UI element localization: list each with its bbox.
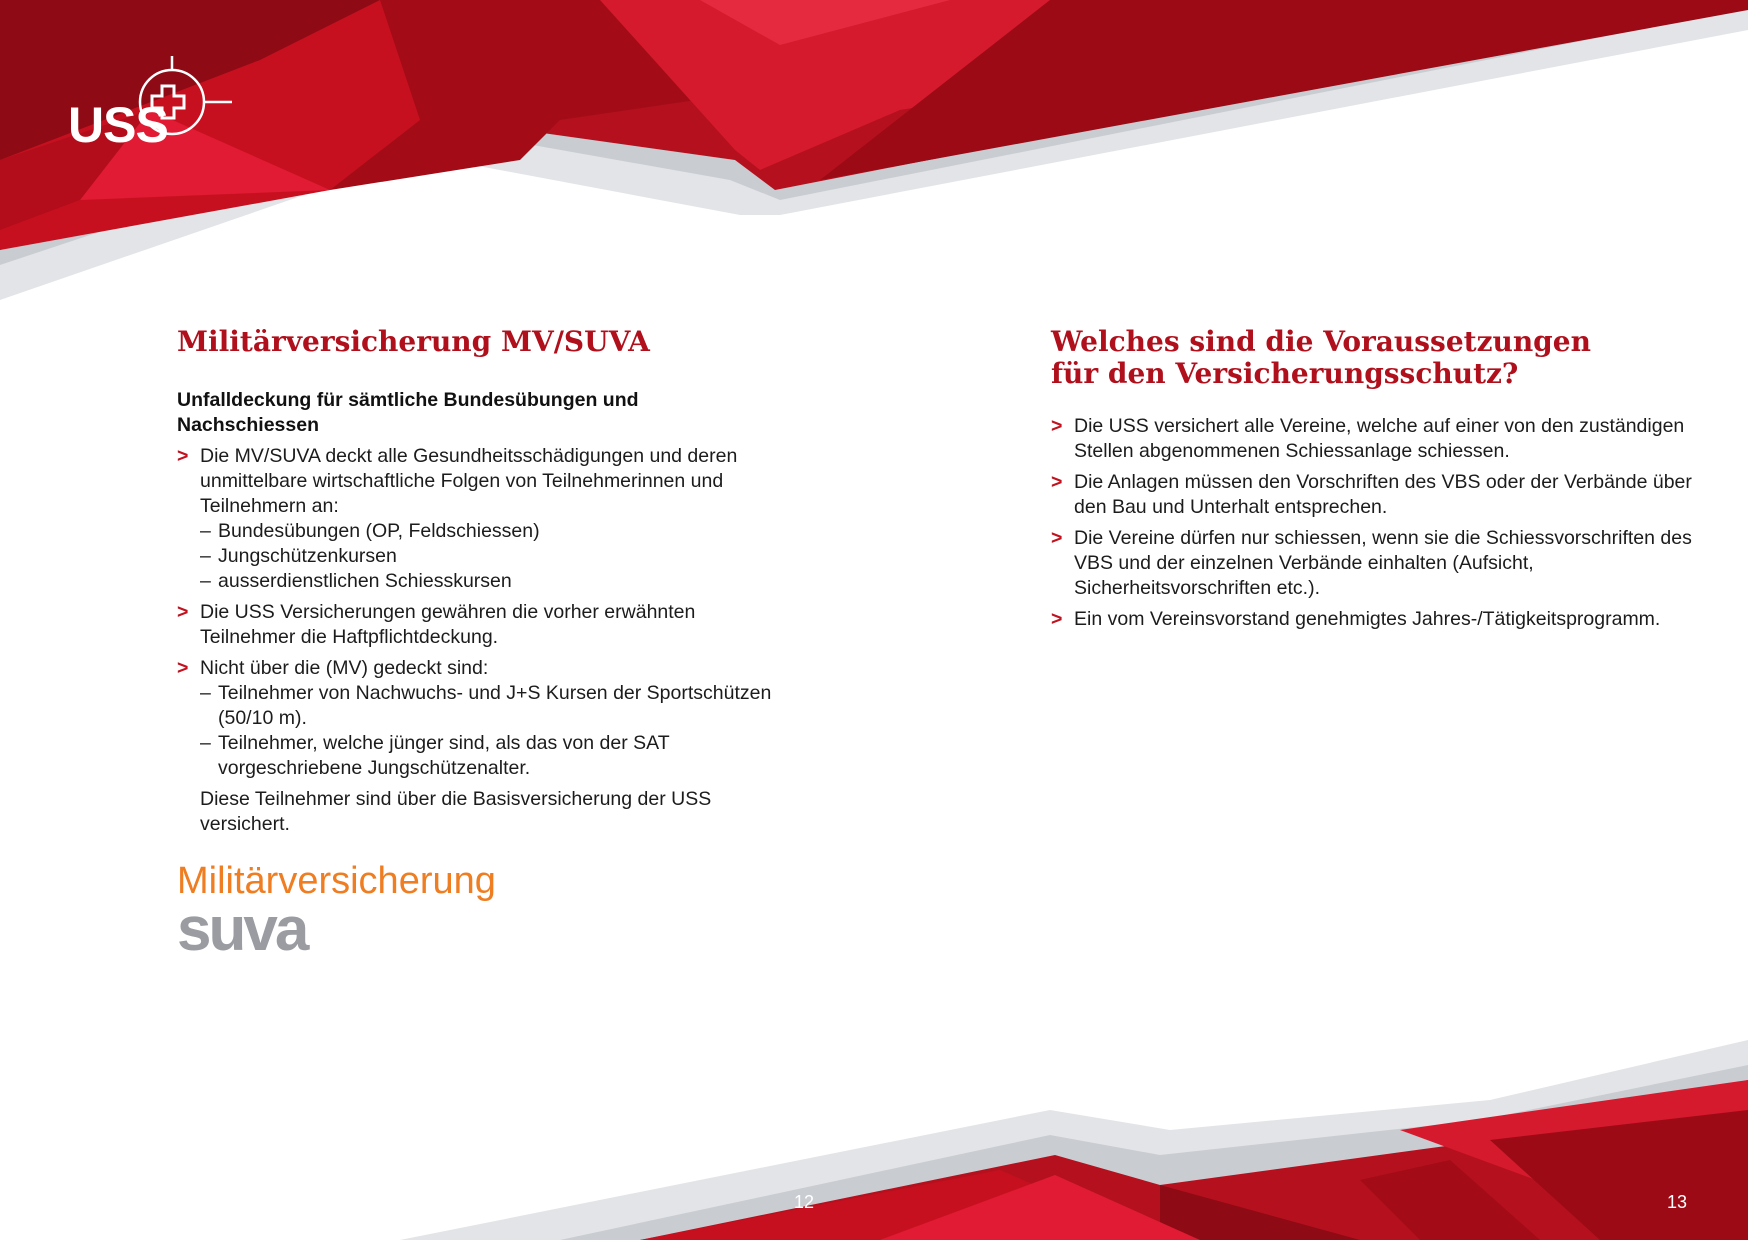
left-bullet-list	[177, 444, 777, 781]
bullet-marker: >	[1051, 608, 1063, 630]
bullet-text: Nicht über die (MV) gedeckt sind:	[200, 657, 489, 679]
left-section-title: Militärversicherung MV/SUVA	[177, 325, 650, 358]
bullet-text: Die USS Versicherungen gewähren die vorher erwähnten Teilnehmer die Haftpflichtdeckung.	[200, 601, 696, 648]
dash-marker: –	[200, 682, 211, 704]
bullet-marker: >	[177, 445, 189, 467]
bullet-text: Ein vom Vereinsvorstand genehmigtes Jahres-/Tätigkeitsprogramm.	[1074, 608, 1661, 630]
right-section-title	[1051, 326, 1711, 390]
list-item	[177, 444, 777, 594]
bullet-marker: >	[1051, 471, 1063, 493]
sub-list	[200, 681, 777, 781]
sub-item-text: ausserdienstlichen Schiesskursen	[218, 570, 512, 592]
dash-marker: –	[200, 545, 211, 567]
bullet-marker: >	[1051, 527, 1063, 549]
dash-marker: –	[200, 570, 211, 592]
uss-logo	[68, 56, 238, 156]
suva-logo-text: suva	[177, 895, 307, 964]
right-title-line-2: für den Versicherungsschutz?	[1051, 357, 1519, 390]
list-item	[177, 656, 777, 781]
sub-list-item	[200, 569, 777, 594]
militaerversicherung-logo-text: Militärversicherung	[177, 860, 496, 902]
list-item	[177, 600, 777, 650]
list-item	[1051, 414, 1711, 464]
bullet-text: Die MV/SUVA deckt alle Gesundheitsschädigungen und deren unmittelbare wirtschaftliche Folgen von Teilnehmerinnen und Teilnehmern an:	[200, 445, 738, 517]
bullet-text: Die Vereine dürfen nur schiessen, wenn sie die Schiessvorschriften des VBS und der einzelnen Verbände einhalten (Aufsicht, Sicherheitsvorschriften etc.).	[1074, 527, 1692, 599]
bottom-red-banner	[0, 1010, 1748, 1240]
dash-marker: –	[200, 732, 211, 754]
top-red-banner	[0, 0, 1748, 310]
dash-marker: –	[200, 520, 211, 542]
bullet-marker: >	[177, 601, 189, 623]
right-title-line-1: Welches sind die Voraussetzungen	[1051, 325, 1591, 358]
coverage-note: Diese Teilnehmer sind über die Basisversicherung der USS versichert.	[200, 788, 712, 835]
list-item	[1051, 607, 1711, 632]
bullet-marker: >	[177, 657, 189, 679]
sub-list-item	[200, 731, 777, 781]
sub-list-item	[200, 681, 777, 731]
list-item	[1051, 526, 1711, 601]
bullet-text: Die USS versichert alle Vereine, welche auf einer von den zuständigen Stellen abgenommenen Schiessanlage schiessen.	[1074, 415, 1685, 462]
sub-list	[200, 519, 777, 594]
right-bullet-list	[1051, 414, 1711, 632]
left-page-content	[177, 326, 777, 837]
sub-item-text: Teilnehmer, welche jünger sind, als das von der SAT vorgeschriebene Jungschützenalter.	[218, 732, 670, 779]
bullet-marker: >	[1051, 415, 1063, 437]
bullet-text: Die Anlagen müssen den Vorschriften des VBS oder der Verbände über den Bau und Unterhalt entsprechen.	[1074, 471, 1692, 518]
sub-list-item	[200, 519, 777, 544]
right-page-content	[1051, 326, 1711, 638]
left-subtitle: Unfalldeckung für sämtliche Bundesübungen und Nachschiessen	[177, 389, 639, 436]
page-number-right: 13	[1667, 1192, 1688, 1212]
sub-list-item	[200, 544, 777, 569]
sub-item-text: Teilnehmer von Nachwuchs- und J+S Kursen der Sportschützen (50/10 m).	[218, 682, 772, 729]
sub-item-text: Jungschützenkursen	[218, 545, 397, 567]
page-number-left: 12	[794, 1192, 815, 1212]
list-item	[1051, 470, 1711, 520]
sub-item-text: Bundesübungen (OP, Feldschiessen)	[218, 520, 540, 542]
uss-logo-text: USS	[68, 97, 168, 153]
militaerversicherung-suva-logo	[177, 860, 496, 964]
